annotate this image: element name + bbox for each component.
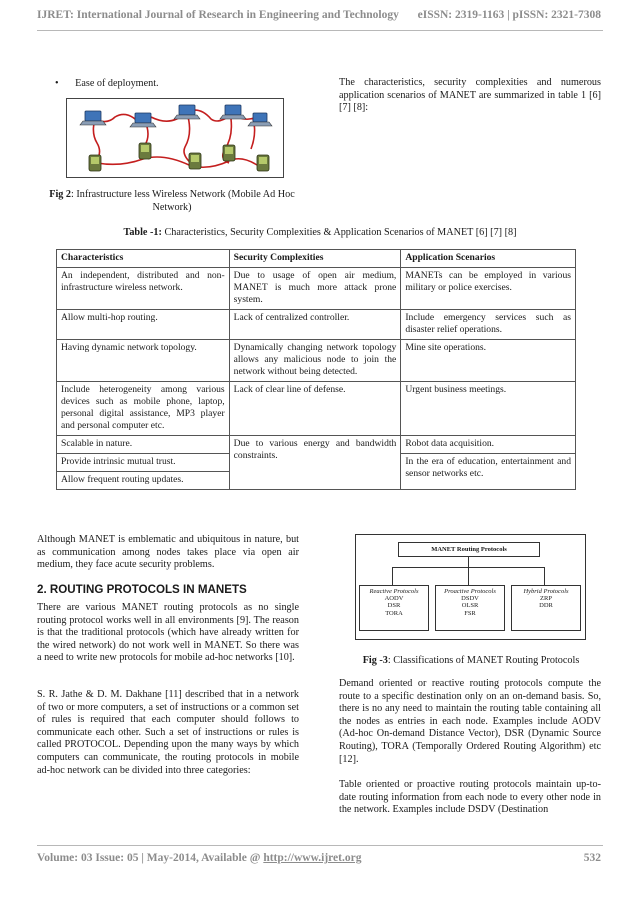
adhoc-network-illustration — [67, 99, 283, 177]
diagram-reactive-box — [359, 585, 429, 631]
footer-volume — [37, 852, 361, 864]
table1-caption — [37, 227, 603, 240]
bullet-icon: • — [55, 78, 59, 89]
table-cell: Allow frequent routing updates. — [57, 472, 230, 490]
table-row — [57, 436, 576, 454]
bullet-item — [55, 78, 305, 91]
routing-paragraph-1: There are various MANET routing protocols as no single routing protocol works well in all environments [9]. The reason is that the traditional protocols (which have already written for the wired network) do not work well in MANET. So there was a need to write new protocols for mobile ad-hoc networks [10]. — [37, 602, 299, 664]
diagram-connector — [392, 567, 393, 585]
table-cell: Urgent business meetings. — [401, 382, 576, 436]
diagram-item: ZRP — [540, 595, 552, 603]
footer-volume-text: Volume: 03 Issue: 05 | May-2014, Available @ — [37, 852, 264, 864]
manet-table — [56, 249, 576, 490]
diagram-item: FSR — [464, 609, 476, 617]
header-rule — [37, 30, 603, 31]
section-title: 2. ROUTING PROTOCOLS IN MANETS — [37, 583, 247, 596]
fig3-label: Fig -3 — [362, 655, 388, 666]
table-row — [57, 310, 576, 340]
fig3-diagram — [355, 534, 586, 640]
table-cell: An independent, distributed and non-infrastructure wireless network. — [57, 268, 230, 310]
table-cell: Lack of clear line of defense. — [229, 382, 401, 436]
table-cell: MANETs can be employed in various military or police exercises. — [401, 268, 576, 310]
table-header-row — [57, 250, 576, 268]
diagram-item: DSR — [387, 602, 401, 610]
table-row — [57, 382, 576, 436]
diagram-connector — [544, 567, 545, 585]
table-cell: Include heterogeneity among various devices such as mobile phone, laptop, personal digital assistance, MP3 player and personal computer etc. — [57, 382, 230, 436]
table-cell: Include emergency services such as disaster relief operations. — [401, 310, 576, 340]
table-cell: Provide intrinsic mutual trust. — [57, 454, 230, 472]
diagram-proactive-box — [435, 585, 505, 631]
table-header-security: Security Complexities — [229, 250, 401, 268]
intro-paragraph: Although MANET is emblematic and ubiquitous in nature, but as communication among nodes takes place via open air medium, they face acute security problems. — [37, 534, 299, 571]
reactive-paragraph: Demand oriented or reactive routing protocols compute the route to a specific destination only on an on-demand basis. So, there is no any need to maintain the routing table containing all the nodes as entries in each node. Examples include AODV (Ad-hoc On-demand Distance Vector), DSR (Dynamic Source Routing), TORA (Temporally Ordered Routing Algorithm) etc [12]. — [339, 678, 601, 765]
diagram-item: DDR — [539, 602, 553, 610]
diagram-item: OLSR — [461, 602, 479, 610]
table-cell: Mine site operations. — [401, 340, 576, 382]
table-cell: Scalable in nature. — [57, 436, 230, 454]
fig3-caption — [339, 655, 603, 668]
table1-caption-text: Characteristics, Security Complexities & Application Scenarios of MANET [6] [7] [8] — [161, 227, 517, 238]
fig3-caption-text: : Classifications of MANET Routing Protocols — [387, 655, 580, 666]
journal-title: IJRET: International Journal of Research in Engineering and Technology — [37, 9, 399, 21]
diagram-item: TORA — [385, 609, 403, 617]
table-header-characteristics: Characteristics — [57, 250, 230, 268]
routing-paragraph-2: S. R. Jathe & D. M. Dakhane [11] described that in a network of two or more computers, a set of instructions or a common set of rules is required that each computer should follows to communicate each other. Such a set of instructions or rules is called PROTOCOL. Depending upon the many ways by which computers can communicate, the routing protocols in mobile ad-hoc network can be divided into three categories: — [37, 689, 299, 776]
bullet-text: Ease of deployment. — [75, 78, 159, 89]
table-cell: Having dynamic network topology. — [57, 340, 230, 382]
diagram-item: AODV — [384, 595, 404, 603]
fig2-caption — [37, 189, 307, 214]
footer-rule — [37, 845, 603, 846]
table-cell: Lack of centralized controller. — [229, 310, 401, 340]
table-cell: In the era of education, entertainment and sensor networks etc. — [401, 454, 576, 490]
diagram-hybrid-title: Hybrid Protocols — [523, 588, 569, 595]
diagram-root-box: MANET Routing Protocols — [398, 542, 540, 557]
fig2-label: Fig 2 — [49, 189, 72, 200]
fig2-caption-text: : Infrastructure less Wireless Network (Mobile Ad Hoc Network) — [71, 189, 295, 213]
fig2-image — [66, 98, 284, 178]
table-cell: Dynamically changing network topology allows any malicious node to join the network without being detected. — [229, 340, 401, 382]
journal-issn: eISSN: 2319-1163 | pISSN: 2321-7308 — [417, 9, 601, 21]
table-cell: Due to various energy and bandwidth constraints. — [229, 436, 401, 490]
table-intro-paragraph: The characteristics, security complexities and numerous application scenarios of MANET are summarized in table 1 [6] [7] [8]: — [339, 77, 601, 114]
table-cell: Robot data acquisition. — [401, 436, 576, 454]
table-cell: Allow multi-hop routing. — [57, 310, 230, 340]
diagram-item: DSDV — [461, 595, 479, 603]
diagram-connector — [468, 567, 469, 585]
diagram-reactive-title: Reactive Protocols — [369, 588, 419, 595]
table-cell: Due to usage of open air medium, MANET is much more attack prone system. — [229, 268, 401, 310]
table-row — [57, 340, 576, 382]
proactive-paragraph: Table oriented or proactive routing protocols maintain up-to-date routing information from each node to every other node in the network. Examples include DSDV (Destination — [339, 779, 601, 816]
diagram-hybrid-box — [511, 585, 581, 631]
footer-url-link[interactable]: http://www.ijret.org — [263, 852, 362, 864]
page-number: 532 — [583, 852, 601, 864]
table1-label: Table -1: — [123, 227, 162, 238]
diagram-connector — [468, 556, 469, 567]
diagram-proactive-title: Proactive Protocols — [444, 588, 496, 595]
table-header-applications: Application Scenarios — [401, 250, 576, 268]
table-row — [57, 268, 576, 310]
